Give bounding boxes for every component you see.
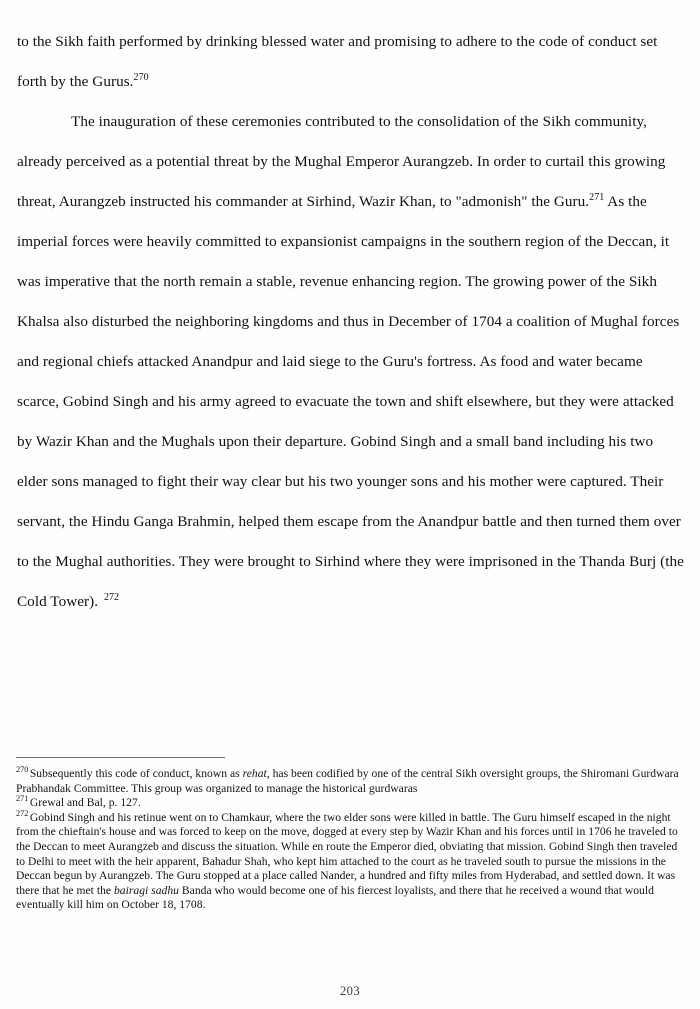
footnote-270 [16,767,688,796]
text-run: Banda who would become one of his fiercest loyalists, and there that he received a wound that would eventually kill him on October 18, 1708. [16,883,654,912]
footnote-reference-272: 272 [103,591,120,603]
footnote-272 [16,808,688,913]
text-run: Subsequently this code of conduct, known as [29,767,243,780]
footnote-number-271: 271 [16,794,29,804]
footnote-number-270: 270 [16,765,29,775]
text-run: , has been codified by one of the central Sikh oversight groups, the Shiromani Gurdwara Prabhandak Committee. This group was organized to manage the historical gurdwaras [16,767,679,795]
footnote-271 [16,796,688,811]
body-paragraph [17,102,685,622]
footnote-reference-271: 271 [589,191,605,203]
text-run: Grewal and Bal, p. 127. [29,796,141,810]
page-number: 203 [339,984,361,998]
footnote-number-272: 272 [16,808,29,818]
body-text-region [17,22,685,622]
footnote-separator-rule [16,757,225,758]
text-run: Gobind Singh and his retinue went on to Chamkaur, where the two elder sons were killed in battle. The Guru himself escaped in the night from the chieftain's house and was forced to keep on the move, dogged at every step by Wazir Khan and his forces until in 1706 he traveled to the Deccan to meet Aurangzeb and discuss the situation. While en route the Emperor died, obviating that mission. Gobind Singh then traveled to Delhi to meet with the heir apparent, Bahadur Shah, who kept him attached to the court as he traveled south to pursue the missions in the Deccan begun by Aurangzeb. The Guru stopped at a place called Nander, a hundred and fifty miles from Hyderabad, and settled down. It was there that he met the [16,810,678,897]
body-paragraph [17,22,685,102]
text-run: to the Sikh faith performed by drinking blessed water and promising to adhere to the code of conduct set forth by the Gurus. [17,33,658,90]
italic-term: bairagi sadhu [113,883,179,897]
italic-term: rehat [242,767,267,780]
text-run: The inauguration of these ceremonies contributed to the consolidation of the Sikh community, already perceived as a potential threat by the Mughal Emperor Aurangzeb. In order to curtail this growing threat, Aurangzeb instructed his commander at Sirhind, Wazir Khan, to "admonish" the Guru. [17,113,666,210]
footnote-reference-270: 270 [133,71,149,83]
footnote-list [16,767,688,913]
text-run: As the imperial forces were heavily committed to expansionist campaigns in the southern region of the Deccan, it was imperative that the north remain a stable, revenue enhancing region. The growing power of the Sikh Khalsa also disturbed the neighboring kingdoms and thus in December of 1704 a coalition of Mughal forces and regional chiefs attacked Anandpur and laid siege to the Guru's fortress. As food and water became scarce, Gobind Singh and his army agreed to evacuate the town and shift elsewhere, but they were attacked by Wazir Khan and the Mughals upon their departure. Gobind Singh and a small band including his two elder sons managed to fight their way clear but his two younger sons and his mother were captured. Their servant, the Hindu Ganga Brahmin, helped them escape from the Anandpur battle and then turned them over to the Mughal authorities. They were brought to Sirhind where they were imprisoned in the Thanda Burj (the Cold Tower). [17,193,684,610]
footnote-region [16,757,688,913]
